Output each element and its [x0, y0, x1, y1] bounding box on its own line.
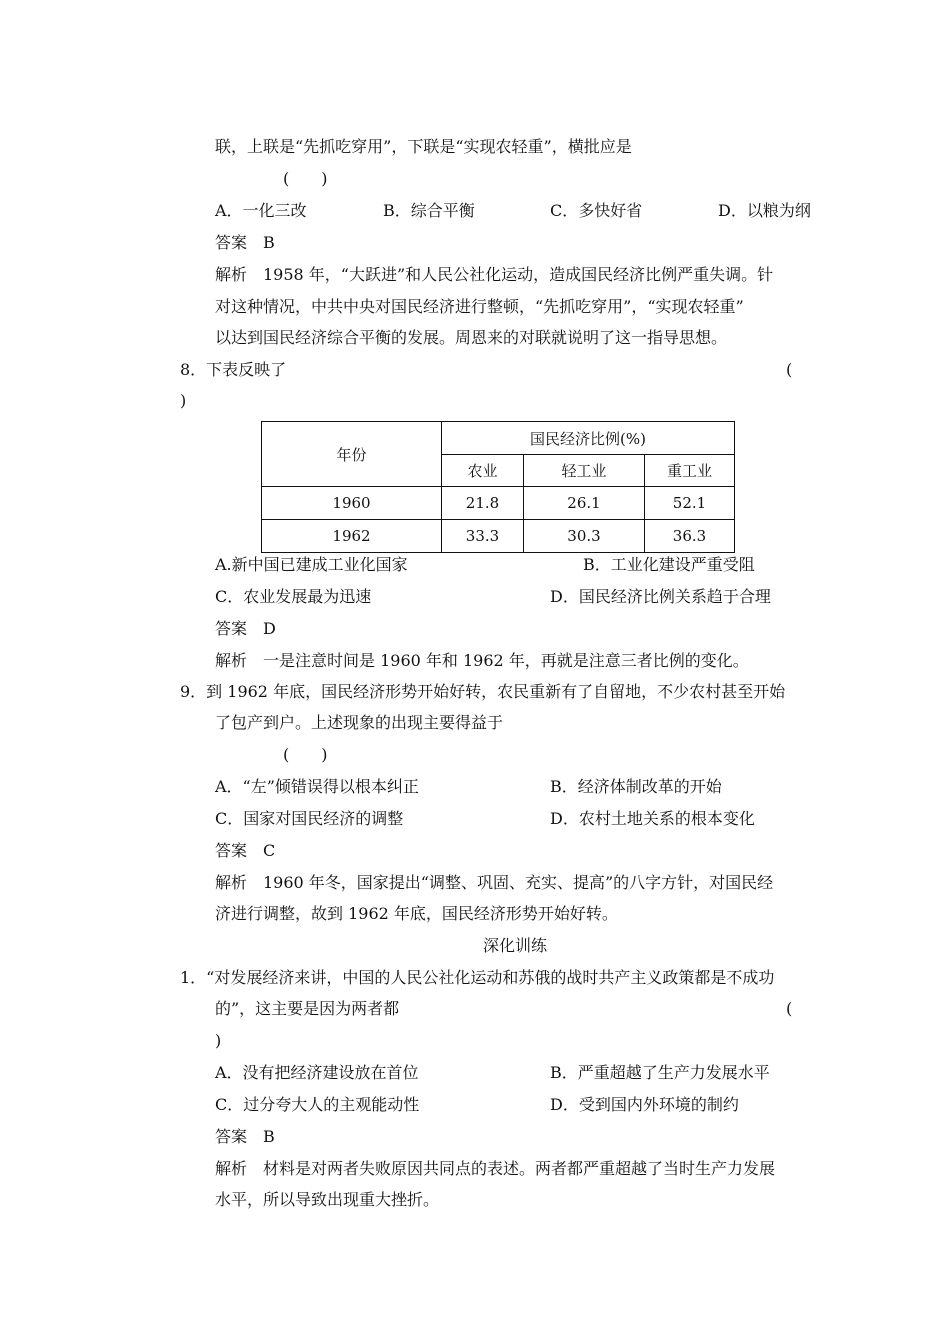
- d1-stem-line-2: 的”，这主要是因为两者都: [215, 999, 400, 1018]
- table-cell-year: 1960: [262, 487, 442, 520]
- q9-option-a: A．“左”倾错误得以根本纠正: [215, 777, 419, 796]
- q8-paren-open: (: [786, 360, 793, 379]
- d1-analysis-line-2: 水平，所以导致出现重大挫折。: [215, 1190, 440, 1209]
- d1-analysis-line-1: 解析 材料是对两者失败原因共同点的表述。两者都严重超越了当时生产力发展: [215, 1159, 776, 1178]
- q7-analysis-line-1: 解析 1958 年，“大跃进”和人民公社化运动，造成国民经济比例严重失调。针: [215, 265, 774, 284]
- table-row: [262, 520, 735, 553]
- q9-option-b: B．经济体制改革的开始: [550, 777, 722, 796]
- q7-option-c: C．多快好省: [550, 201, 643, 220]
- q9-analysis-line-2: 济进行调整，故到 1962 年底，国民经济形势开始好转。: [215, 904, 618, 923]
- section-title: 深化训练: [483, 936, 548, 955]
- d1-paren-close: ): [215, 1031, 222, 1050]
- d1-option-b: B．严重超越了生产力发展水平: [550, 1063, 770, 1082]
- q7-option-b: B．综合平衡: [383, 201, 475, 220]
- table-cell: 52.1: [645, 487, 735, 520]
- table-header-light-industry: 轻工业: [524, 455, 645, 487]
- q7-stem-continued: 联，上联是“先抓吃穿用”，下联是“实现农轻重”，横批应是: [215, 137, 632, 156]
- q8-option-c: C．农业发展最为迅速: [215, 587, 372, 606]
- q8-answer: 答案 D: [215, 619, 276, 638]
- table-cell: 21.8: [442, 487, 524, 520]
- q8-option-b: B．工业化建设严重受阻: [583, 555, 755, 574]
- table-header-heavy-industry: 重工业: [645, 455, 735, 487]
- table-cell: 36.3: [645, 520, 735, 553]
- q9-option-c: C．国家对国民经济的调整: [215, 809, 404, 828]
- q8-option-a: A.新中国已建成工业化国家: [215, 555, 408, 574]
- q9-stem-line-1: 9．到 1962 年底，国民经济形势开始好转，农民重新有了自留地，不少农村甚至开始: [180, 682, 786, 701]
- q7-answer-paren: ( ): [283, 169, 328, 188]
- table-cell: 26.1: [524, 487, 645, 520]
- economy-ratio-table: [261, 421, 734, 552]
- q9-analysis-line-1: 解析 1960 年冬，国家提出“调整、巩固、充实、提高”的八字方针，对国民经: [215, 873, 774, 892]
- d1-option-d: D．受到国内外环境的制约: [550, 1095, 739, 1114]
- q9-answer-paren: ( ): [283, 745, 328, 764]
- d1-answer: 答案 B: [215, 1127, 275, 1146]
- q7-option-d: D．以粮为纲: [718, 201, 811, 220]
- d1-stem-line-1: 1．“对发展经济来讲，中国的人民公社化运动和苏俄的战时共产主义政策都是不成功: [180, 968, 775, 987]
- q9-answer: 答案 C: [215, 841, 276, 860]
- table-header-agriculture: 农业: [442, 455, 524, 487]
- q9-stem-line-2: 了包产到户。上述现象的出现主要得益于: [215, 713, 504, 732]
- table-cell: 33.3: [442, 520, 524, 553]
- table-header-year: 年份: [262, 422, 442, 487]
- q7-analysis-line-3: 以达到国民经济综合平衡的发展。周恩来的对联就说明了这一指导思想。: [215, 328, 728, 347]
- q8-paren-close: ): [180, 391, 187, 410]
- d1-option-a: A．没有把经济建设放在首位: [215, 1063, 419, 1082]
- q7-option-a: A．一化三改: [215, 201, 307, 220]
- table-header-group: 国民经济比例(%): [442, 422, 735, 455]
- d1-paren-open: (: [786, 999, 793, 1018]
- q7-analysis-line-2: 对这种情况，中共中央对国民经济进行整顿，“先抓吃穿用”，“实现农轻重”: [215, 297, 744, 316]
- q7-answer: 答案 B: [215, 233, 275, 252]
- d1-option-c: C．过分夸大人的主观能动性: [215, 1095, 420, 1114]
- q8-option-d: D．国民经济比例关系趋于合理: [550, 587, 771, 606]
- q8-stem: 8．下表反映了: [180, 360, 287, 379]
- q8-analysis: 解析 一是注意时间是 1960 年和 1962 年，再就是注意三者比例的变化。: [215, 651, 749, 670]
- q9-option-d: D．农村土地关系的根本变化: [550, 809, 755, 828]
- table-cell-year: 1962: [262, 520, 442, 553]
- table-row: [262, 487, 735, 520]
- table-cell: 30.3: [524, 520, 645, 553]
